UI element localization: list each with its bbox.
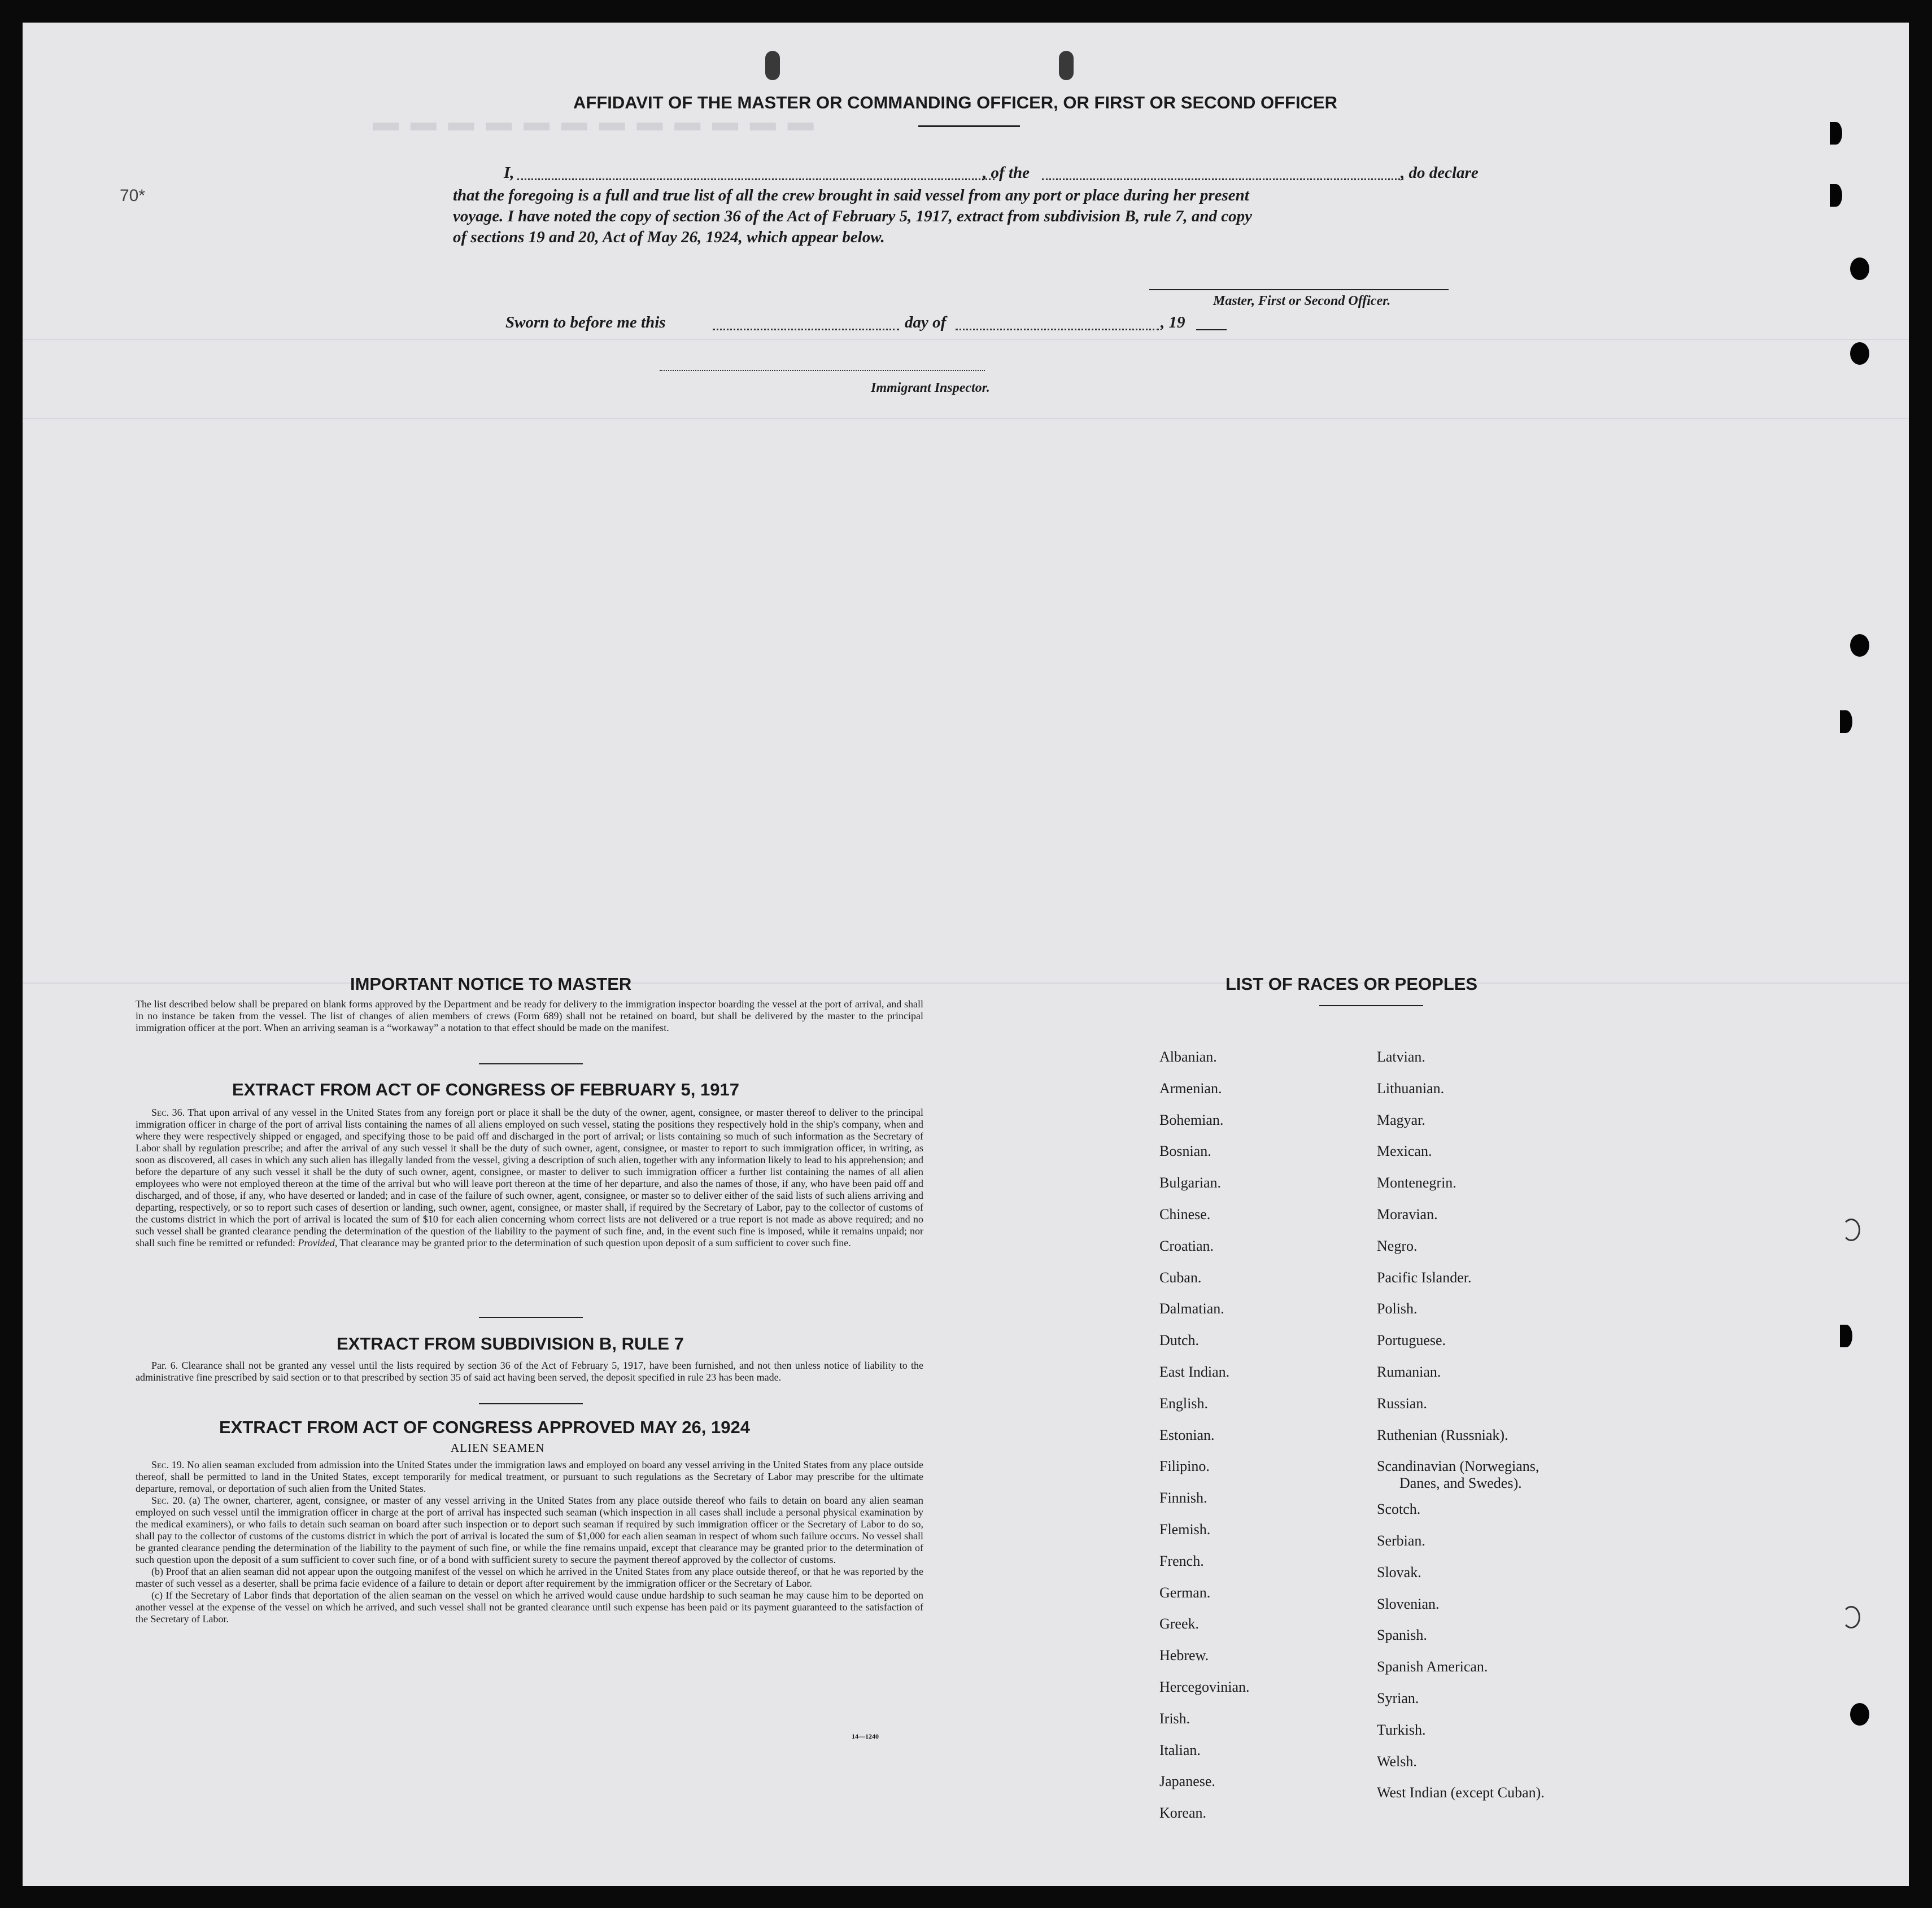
sec20c-text: (c) If the Secretary of Labor finds that deportation of the alien seaman on the vessel on which he arrived would cause undue hardship to such seaman he may cause him to be deported on another vessel at the expense of the vessel on which he arrived, and such vessel shall not be granted clearance until such expense has been paid or its payment guaranteed to the satisfaction of the Secretary of Labor. <box>136 1590 923 1625</box>
race-item: Spanish American. <box>1377 1658 1488 1675</box>
extract-1924-body <box>136 1459 923 1625</box>
race-item: Negro. <box>1377 1237 1418 1254</box>
rule7-text: Par. 6. Clearance shall not be granted any vessel until the lists required by section 36 of the Act of February 5, 1917, have been furnished, and not then unless notice of liability to the administrative fine prescribed by said section or to that prescribed by section 35 of said act having been served, the deposit specified in rule 23 has been made. <box>136 1360 923 1383</box>
sworn-year-field[interactable] <box>1196 329 1227 330</box>
master-signature-line[interactable] <box>1149 289 1449 290</box>
race-item: Pacific Islander. <box>1377 1269 1472 1286</box>
race-item: Portuguese. <box>1377 1332 1446 1349</box>
race-item: Ruthenian (Russniak). <box>1377 1426 1508 1443</box>
race-item: Korean. <box>1159 1805 1207 1822</box>
section-divider <box>479 1403 583 1404</box>
sec36-label: Sec. 36. <box>151 1107 185 1118</box>
sec19-text: No alien seaman excluded from admission into the United States under the immigration laws and employed on board any vessel arriving in the United States from any place outside thereof, shall be permitted to land in the United States, except temporarily for medical treatment, or pursuant to such regulations as the Secretary of Labor may prescribe for the ultimate departure, removal, or deportation of such alien from the United States. <box>136 1459 924 1494</box>
sec19-label: Sec. 19. <box>151 1459 185 1470</box>
race-item: Japanese. <box>1159 1773 1215 1790</box>
sworn-day-field[interactable] <box>713 329 899 330</box>
race-item: Armenian. <box>1159 1080 1222 1097</box>
title-underline <box>918 125 1020 127</box>
punch-hole <box>1850 342 1869 365</box>
sworn-year-label: , 19 <box>1161 313 1185 331</box>
race-item: Polish. <box>1377 1300 1418 1317</box>
proviso-label: Provided, <box>298 1237 338 1248</box>
race-item: Bosnian. <box>1159 1143 1211 1160</box>
extract-rule7-body <box>136 1360 923 1383</box>
punch-hole <box>1840 710 1852 733</box>
race-item: Irish. <box>1159 1710 1190 1727</box>
bleed-through-mark: ▬ ▬ ▬ ▬ ▬ ▬ ▬ ▬ ▬ ▬ ▬ ▬ <box>373 107 816 136</box>
race-item: German. <box>1159 1584 1211 1601</box>
affidavit-line3: voyage. I have noted the copy of section 36 of the Act of February 5, 1917, extract from subdivision B, rule 7, and copy <box>453 207 1252 225</box>
race-item: Scotch. <box>1377 1501 1421 1518</box>
sec20-label: Sec. 20. <box>151 1495 186 1506</box>
race-item: Italian. <box>1159 1741 1201 1758</box>
form-number: 14—1240 <box>852 1732 879 1740</box>
race-item: Chinese. <box>1159 1206 1211 1222</box>
race-item: Estonian. <box>1159 1426 1215 1443</box>
punch-hole <box>1842 1219 1860 1241</box>
race-item: Hercegovinian. <box>1159 1679 1250 1695</box>
sworn-label: Sworn to before me this <box>505 313 666 331</box>
race-item: French. <box>1159 1552 1204 1569</box>
master-caption: Master, First or Second Officer. <box>1213 294 1391 308</box>
race-item: Danes, and Swedes). <box>1399 1475 1522 1492</box>
sworn-month-field[interactable] <box>956 329 1159 330</box>
notice-title: IMPORTANT NOTICE TO MASTER <box>350 974 632 994</box>
race-item: Croatian. <box>1159 1237 1214 1254</box>
race-item: Moravian. <box>1377 1206 1438 1222</box>
document-page <box>23 23 1909 1886</box>
affidavit-title: AFFIDAVIT OF THE MASTER OR COMMANDING OFFICER, OR FIRST OR SECOND OFFICER <box>573 93 1338 112</box>
bleed-through-rule <box>23 983 1909 984</box>
race-item: Dalmatian. <box>1159 1300 1224 1317</box>
punch-hole <box>1850 634 1869 657</box>
affidavit-line1-mid: , of the <box>983 164 1030 182</box>
race-item: Serbian. <box>1377 1532 1425 1549</box>
sworn-day-of: day of <box>905 313 947 331</box>
vessel-field[interactable] <box>1042 178 1403 180</box>
bleed-through-rule <box>23 418 1909 419</box>
race-item: Scandinavian (Norwegians, <box>1377 1458 1540 1475</box>
affidavit-line1-start: I, <box>504 164 514 182</box>
race-item: Slovenian. <box>1377 1595 1440 1612</box>
extract-1924-title: EXTRACT FROM ACT OF CONGRESS APPROVED MAY 26, 1924 <box>219 1417 750 1437</box>
sec20a-text: (a) The owner, charterer, agent, consignee, or master of any vessel arriving in the United States from any place outside thereof who fails to detain on board any alien seaman employed on such vessel until the immigration officer in charge at the port of arrival has inspected such seaman (which inspection in all cases shall include a personal physical examination by the medical examiners), or who fails to detain such seaman on board after such inspection or to deport such seaman if required by such immigration officer or the Secretary of Labor to do so, shall pay to the collector of customs of the customs district in which the port of arrival is located the sum of $1,000 for each alien seaman in respect of whom such failure occurs. No vessel shall be granted clearance pending the determination of the liability to the payment of such fine, or while the fine remains unpaid, except that clearance may be granted prior to the determination of such question upon the deposit of a sum sufficient to cover such fine, or of a bond with sufficient surety to secure the payment thereof approved by the collector of customs. <box>136 1495 923 1565</box>
punch-hole <box>1840 1325 1852 1347</box>
race-item: Rumanian. <box>1377 1364 1441 1380</box>
race-item: Russian. <box>1377 1395 1427 1412</box>
affidavit-line1-end: , do declare <box>1401 164 1479 182</box>
race-item: Magyar. <box>1377 1111 1425 1128</box>
section-divider <box>479 1063 583 1064</box>
punch-hole <box>1830 184 1842 207</box>
race-item: Flemish. <box>1159 1521 1211 1538</box>
race-item: Turkish. <box>1377 1721 1426 1738</box>
race-item: West Indian (except Cuban). <box>1377 1784 1545 1801</box>
race-item: Bulgarian. <box>1159 1175 1222 1191</box>
extract-1917-title: EXTRACT FROM ACT OF CONGRESS OF FEBRUARY 5, 1917 <box>232 1080 739 1099</box>
race-item: Finnish. <box>1159 1490 1207 1507</box>
race-item: Lithuanian. <box>1377 1080 1445 1097</box>
top-notch <box>1059 51 1074 80</box>
affidavit-line2: that the foregoing is a full and true list of all the crew brought in said vessel from any port or place during her present <box>453 186 1249 204</box>
race-item: Latvian. <box>1377 1049 1425 1065</box>
sec36-text: That upon arrival of any vessel in the United States from any foreign port or place it shall be the duty of the owner, agent, consignee, or master thereof to deliver to the principal immigration officer in charge of the port of arrival lists containing the names of all aliens employed on such vessel, stating the positions they respectively hold in the ship's company, when and where they were respectively shipped or engaged, and specifying those to be paid off and discharged in the port of arrival; or lists containing so much of such information as the Secretary of Labor shall by regulation prescribe; and after the arrival of any such vessel it shall be the duty of such owner, agent, consignee, or master to report to such immigration officer, in writing, as soon as discovered, all cases in which any such alien has illegally landed from the vessel, giving a description of such alien, together with any information likely to lead to his apprehension; and before the departure of any such vessel it shall be the duty of such owner, agent, consignee, or master to deliver to such immigration officer a further list containing the names of all alien employees who were not employed thereon at the time of the arrival but who will leave port thereon at the time of her departure, and also the names of those, if any, who have been paid off and discharged, and of those, if any, who have deserted or landed; and in case of the failure of such owner, agent, consignee, or master so to deliver either of the said lists of such aliens arriving and departing, respectively, or so to report such cases of desertion or landing, such owner, agent, consignee, or master shall, if required by the Secretary of Labor, pay to the collector of customs of the customs district in which the port of arrival is located the sum of $10 for each alien concerning whom correct lists are not delivered or a true report is not made as above required; and no such vessel shall be granted clearance pending the determination of the question of the liability to the payment of such fine, and, in the event such fine is imposed, while it remains unpaid; nor shall such fine be remitted or refunded: <box>136 1107 923 1248</box>
sec20b-text: (b) Proof that an alien seaman did not appear upon the outgoing manifest of the vessel on which he arrived in the United States from any place outside thereof, or that he was reported by the master of such vessel as a deserter, shall be prima facie evidence of a failure to detain or deport after requirement by the immigration officer or the Secretary of Labor. <box>136 1566 923 1589</box>
punch-hole <box>1850 1703 1869 1726</box>
bleed-through-rule <box>23 339 1909 340</box>
race-item: Greek. <box>1159 1616 1200 1632</box>
inspector-signature-line[interactable] <box>660 370 985 371</box>
race-item: Filipino. <box>1159 1458 1210 1475</box>
races-title: LIST OF RACES OR PEOPLES <box>1226 974 1478 994</box>
affidavit-line4: of sections 19 and 20, Act of May 26, 1924, which appear below. <box>453 228 885 246</box>
race-item: Montenegrin. <box>1377 1175 1456 1191</box>
proviso-text: That clearance may be granted prior to the determination of such question upon deposit of a sum sufficient to cover such fine. <box>339 1237 851 1248</box>
race-item: Mexican. <box>1377 1143 1432 1160</box>
margin-mark: 70* <box>120 186 146 205</box>
top-notch <box>765 51 780 80</box>
race-item: Cuban. <box>1159 1269 1202 1286</box>
race-item: Syrian. <box>1377 1690 1419 1706</box>
race-item: East Indian. <box>1159 1364 1230 1380</box>
race-item: Albanian. <box>1159 1049 1217 1065</box>
race-item: Welsh. <box>1377 1753 1417 1770</box>
extract-1917-body <box>136 1107 923 1249</box>
notice-body <box>136 998 923 1034</box>
name-field[interactable] <box>517 178 995 180</box>
alien-seamen-subtitle: ALIEN SEAMEN <box>451 1441 545 1455</box>
punch-hole <box>1850 257 1869 280</box>
notice-text: The list described below shall be prepared on blank forms approved by the Department and be ready for delivery to the immigration inspector boarding the vessel at the port of arrival, and shall in no instance be taken from the vessel. The list of changes of alien members of crews (Form 689) shall not be retained on board, but shall be delivered by the master to the principal immigration officer at the port. When an arriving seaman is a “workaway” a notation to that effect should be made on the manifest. <box>136 998 923 1033</box>
punch-hole <box>1830 122 1842 145</box>
race-item: Bohemian. <box>1159 1111 1224 1128</box>
extract-rule7-title: EXTRACT FROM SUBDIVISION B, RULE 7 <box>337 1334 684 1353</box>
section-divider <box>479 1317 583 1318</box>
inspector-caption: Immigrant Inspector. <box>871 381 990 395</box>
race-item: English. <box>1159 1395 1208 1412</box>
race-item: Hebrew. <box>1159 1647 1209 1664</box>
punch-hole <box>1842 1606 1860 1628</box>
races-title-underline <box>1319 1005 1423 1006</box>
race-item: Slovak. <box>1377 1564 1421 1580</box>
race-item: Spanish. <box>1377 1627 1427 1644</box>
race-item: Dutch. <box>1159 1332 1200 1349</box>
